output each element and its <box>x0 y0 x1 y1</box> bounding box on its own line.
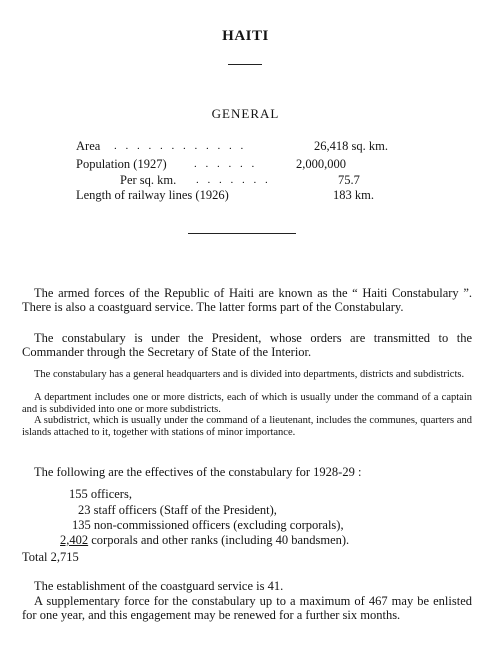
paragraph-department: A department includes one or more districts, each of which is usually under the command of a captain and is subdivided into one or more subdistricts. <box>22 392 472 415</box>
paragraph-effectives-intro: The following are the effectives of the constabulary for 1928-29 : <box>34 465 362 479</box>
effective-count: 2,402 <box>60 533 89 547</box>
stat-value-area: 26,418 sq. km. <box>314 139 388 153</box>
page-title: HAITI <box>222 28 269 44</box>
paragraph-subdistrict: A subdistrict, which is usually under the command of a lieutenant, includes the communes, quarters and islands attached to it, together with stations of minor importance. <box>22 415 472 438</box>
stat-value-railway: 183 km. <box>333 188 374 202</box>
leader-dots: . . . . . . <box>194 158 258 170</box>
paragraph-supplementary: A supplementary force for the constabulary up to a maximum of 467 may be enlisted for one year, and this engagement may be renewed for a further six months. <box>22 594 472 622</box>
stat-value-density: 75.7 <box>338 173 360 187</box>
section-heading: GENERAL <box>211 106 280 121</box>
list-item <box>69 487 132 502</box>
paragraph-president: The constabulary is under the President, whose orders are transmitted to the Commander through the Secretary of State of the Interior. <box>22 331 472 359</box>
stat-value-population: 2,000,000 <box>296 157 346 171</box>
paragraph-coastguard: The establishment of the coastguard service is 41. <box>34 579 284 593</box>
effective-description: non-commissioned officers (excluding corporals), <box>93 518 344 532</box>
effective-description: officers, <box>90 487 132 501</box>
section-rule <box>188 233 296 234</box>
effective-count: 155 <box>69 487 88 501</box>
effective-count: 135 <box>72 518 91 532</box>
effective-count: 23 <box>78 503 91 517</box>
stat-label-density: Per sq. km. <box>120 173 177 187</box>
effective-description: corporals and other ranks (including 40 bandsmen). <box>91 533 350 547</box>
list-item <box>78 503 277 518</box>
leader-dots: . . . . . . . . . . . . <box>114 140 247 152</box>
effective-description: staff officers (Staff of the President), <box>93 503 277 517</box>
stat-label-railway: Length of railway lines (1926) <box>76 188 229 202</box>
total-line: Total 2,715 <box>22 550 79 564</box>
stat-label-population: Population (1927) <box>76 157 167 171</box>
list-item <box>60 533 349 548</box>
paragraph-armed-forces: The armed forces of the Republic of Haiti are known as the “ Haiti Constabulary ”. There is also a coastguard service. The latter forms part of the Constabulary. <box>22 286 472 314</box>
list-item <box>72 518 344 533</box>
paragraph-headquarters: The constabulary has a general headquarters and is divided into departments, districts and subdistricts. <box>34 369 465 380</box>
stat-label-area: Area <box>76 139 101 153</box>
leader-dots: . . . . . . . <box>196 174 271 186</box>
title-rule <box>228 64 262 65</box>
